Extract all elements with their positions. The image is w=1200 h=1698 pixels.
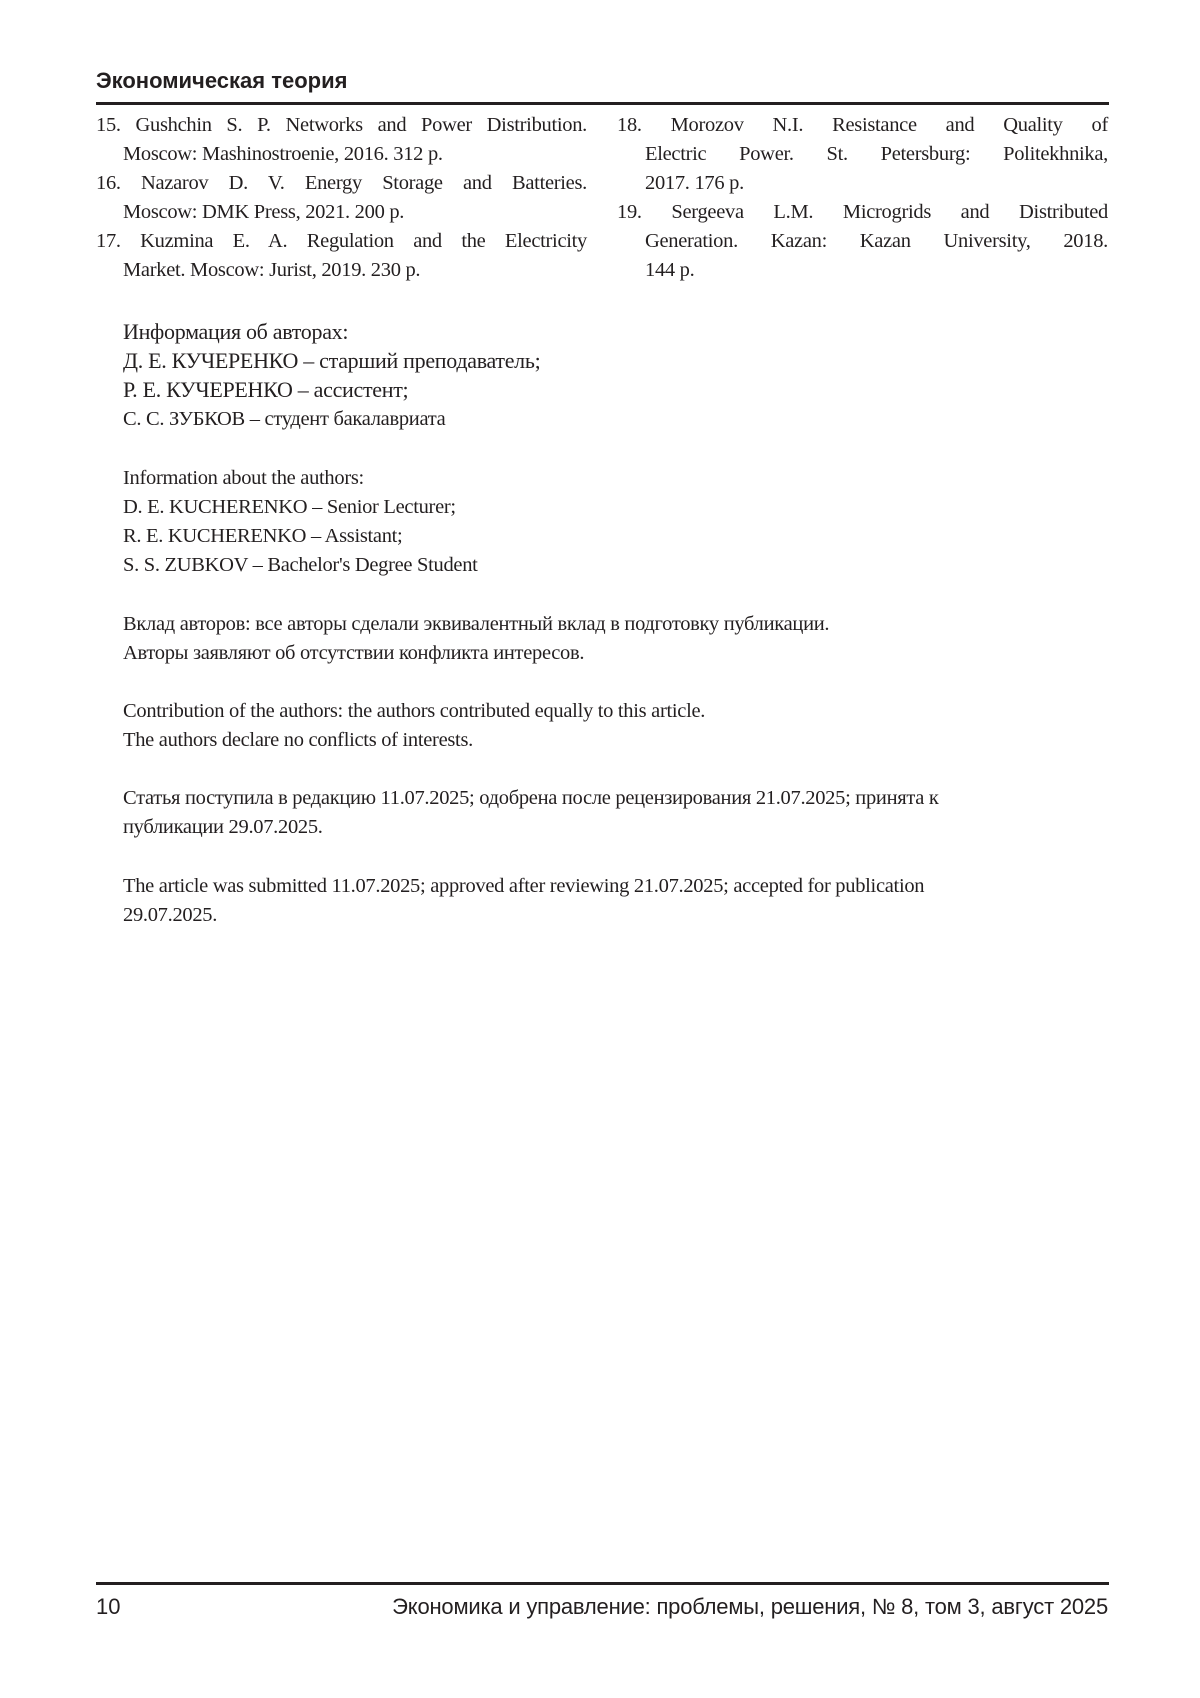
author-ru: С. С. ЗУБКОВ – студент бакалавриата [123, 408, 446, 430]
author-en: R. E. KUCHERENKO – Assistant; [123, 525, 403, 547]
page-number: 10 [96, 1594, 121, 1619]
reference-line: 16. Nazarov D. V. Energy Storage and Batteries. [96, 172, 587, 194]
reference-line: 19. Sergeeva L.M. Microgrids and Distributed [617, 201, 1108, 223]
reference-line: Generation. Kazan: Kazan University, 2018. [645, 230, 1108, 252]
section-header: Экономическая теория [96, 68, 348, 93]
reference-line: 15. Gushchin S. P. Networks and Power Distribution. [96, 114, 587, 136]
dates-ru: публикации 29.07.2025. [123, 816, 323, 838]
authors-ru-title: Информация об авторах: [123, 319, 349, 344]
contribution-ru: Вклад авторов: все авторы сделали эквивалентный вклад в подготовку публикации. [123, 613, 830, 635]
journal-info: Экономика и управление: проблемы, решения, № 8, том 3, август 2025 [392, 1594, 1108, 1619]
header-rule [96, 102, 1109, 105]
reference-line: Market. Moscow: Jurist, 2019. 230 p. [123, 259, 421, 281]
dates-ru: Статья поступила в редакцию 11.07.2025; одобрена после рецензирования 21.07.2025; принята к [123, 787, 939, 809]
authors-en-title: Information about the authors: [123, 467, 364, 489]
footer-rule [96, 1582, 1109, 1585]
reference-line: Moscow: DMK Press, 2021. 200 p. [123, 201, 405, 223]
author-en: S. S. ZUBKOV – Bachelor's Degree Student [123, 554, 478, 576]
author-ru: Д. Е. КУЧЕРЕНКО – старший преподаватель; [123, 348, 541, 373]
reference-line: Electric Power. St. Petersburg: Politekhnika, [645, 143, 1108, 165]
dates-en: The article was submitted 11.07.2025; approved after reviewing 21.07.2025; accepted for publication [123, 875, 925, 897]
reference-line: Moscow: Mashinostroenie, 2016. 312 p. [123, 143, 443, 165]
reference-line: 144 p. [645, 259, 695, 281]
reference-line: 17. Kuzmina E. A. Regulation and the Electricity [96, 230, 587, 252]
dates-en: 29.07.2025. [123, 904, 218, 926]
conflict-en: The authors declare no conflicts of interests. [123, 729, 473, 751]
reference-line: 2017. 176 p. [645, 172, 744, 194]
conflict-ru: Авторы заявляют об отсутствии конфликта интересов. [123, 642, 585, 664]
author-en: D. E. KUCHERENKO – Senior Lecturer; [123, 496, 456, 518]
contribution-en: Contribution of the authors: the authors contributed equally to this article. [123, 700, 706, 722]
author-ru: Р. Е. КУЧЕРЕНКО – ассистент; [123, 377, 409, 402]
reference-line: 18. Morozov N.I. Resistance and Quality of [617, 114, 1108, 136]
